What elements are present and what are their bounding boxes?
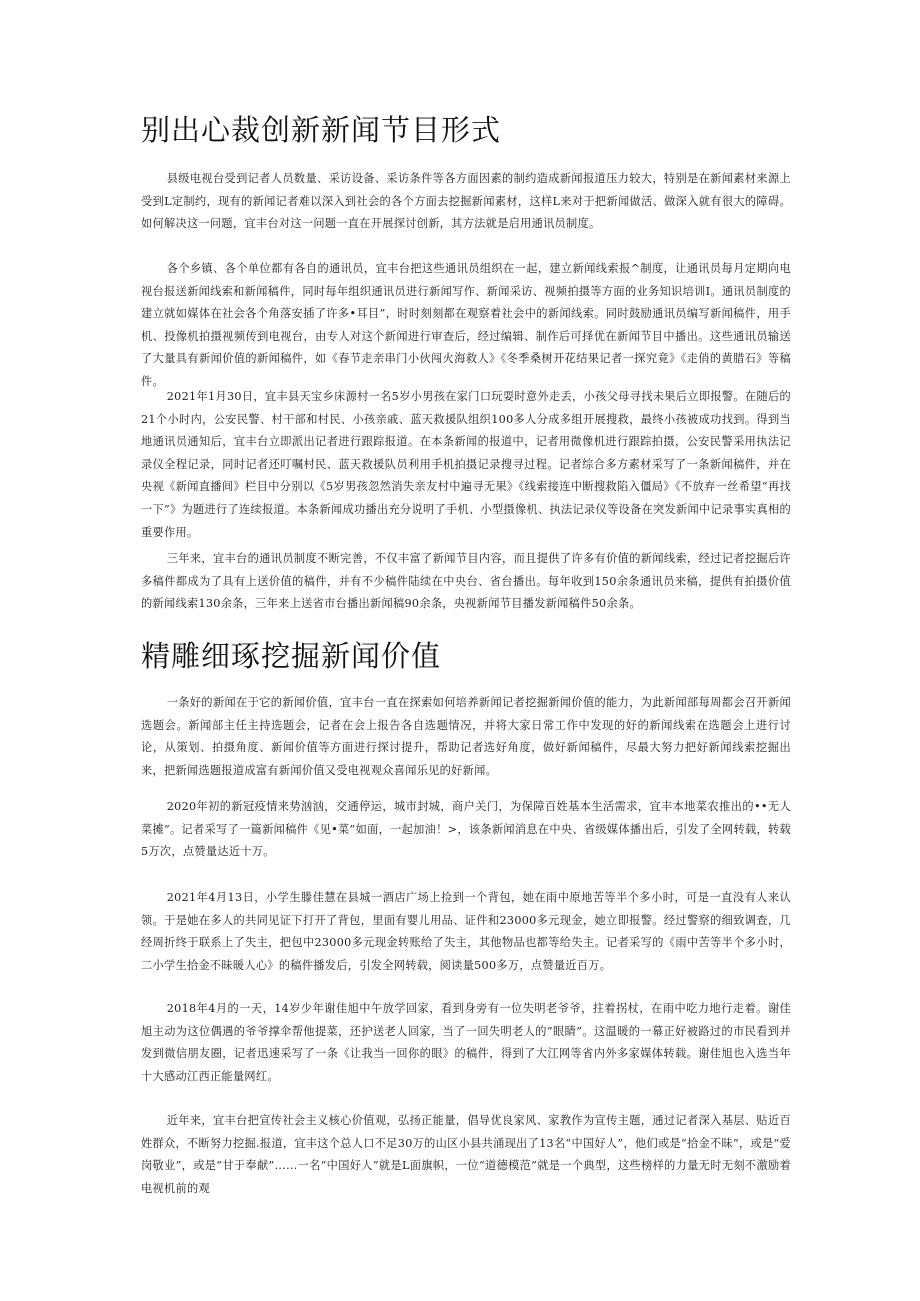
section-heading-innovation: 别出心裁创新新闻节目形式 [141, 113, 502, 147]
paragraph: 2018年4月的一天，14岁少年谢佳旭中午放学回家，看到身旁有一位失明老爷爷，拄着拐杖，在雨中吃力地行走着。谢佳旭主动为这位偶遇的爷爷撑伞帮他提菜，还护送老人回家，当了一回失明老人的”眼睛”。这温暖的一幕正好被路过的市民看到并发到微信朋友圈，记者迅速采写了一条《让我当一回你的眼》的稿件，得到了大江网等省内外多家媒体转载。谢佳旭也入选当年十大感动江西正能量网红。 [141, 1002, 791, 1083]
section-heading-news-value: 精雕细琢挖掘新闻价值 [141, 639, 442, 673]
paragraph: 2020年初的新冠疫情来势汹汹，交通停运，城市封城，商户关门，为保障百姓基本生活需求，宜丰本地菜农推出的••无人菜摊”。记者采写了一篇新闻稿件《见•菜”如面，一起加油！>，该条新闻消息在中央、省级媒体播出后，引发了全网转载，转载5万次，点赞量达近十万。 [141, 800, 791, 859]
paragraph: 县级电视台受到记者人员数量、采访设备、采访条件等各方面因素的制约造成新闻报道压力较大，特别是在新闻素材来源上受到L定制约，现有的新闻记者难以深入到社会的各个方面去挖掘新闻素材，这样L来对于把新闻做活、做深入就有很大的障碍。如何解决这一问题，宜丰台对这一问题一直在开展探讨创新，其方法就是启用通讯员制度。 [141, 172, 791, 231]
paragraph: 2021年4月13日，小学生滕佳慧在县城一酒店广场上捡到一个背包，她在雨中原地苦等半个多小时，可是一直没有人来认领。于是她在多人的共同见证下打开了背包，里面有婴儿用品、证件和23000多元现金，她立即报警。经过警察的细致调查，几经周折终于联系上了失主，把包中23000多元现金转账给了失主，其他物品也都等给失主。记者采写的《雨中苦等半个多小时，二小学生拾金不昧暖人心》的稿件播发后，引发全网转载，阅读量500多万，点赞量近百万。 [141, 891, 791, 972]
paragraph: 近年来，宜丰台把宣传社会主义核心价值观，弘扬正能量，倡导优良家风、家教作为宣传主题，通过记者深入基层、贴近百姓群众，不断努力挖掘.报道，宜丰这个总人口不足30万的山区小县共涌现出了13名“中国好人”，他们或是“拾金不昧”，或是“爱岗敬业”，或是“甘于奉献”……一名“中国好人”就是L面旗帜，一位“道德模范”就是一个典型，这些榜样的力量无时无刻不激励着电视机前的观 [141, 1114, 791, 1195]
paragraph: 一条好的新闻在于它的新闻价值，宜丰台一直在探索如何培养新闻记者挖掘新闻价值的能力，为此新闻部每周都会召开新闻选题会。新闻部主任主持选题会，记者在会上报告各自选题情况，并将大家日常工作中发现的好的新闻线索在选题会上进行讨论，从策划、拍摄角度、新闻价值等方面进行探讨提升，帮助记者选好角度，做好新闻稿件，尽最大努力把好新闻线索挖掘出来，把新闻选题报道成富有新闻价值又受电视观众喜闻乐见的好新闻。 [141, 696, 791, 777]
paragraph: 三年来，宜丰台的通讯员制度不断完善，不仅丰富了新闻节目内容，而且提供了许多有价值的新闻线索，经过记者挖掘后许多稿件都成为了具有上送价值的稿件，并有不少稿件陆续在中央台、省台播出。每年收到150余条通讯员来稿，提供有拍摄价值的新闻线索130余条，三年来上送省市台播出新闻稿90余条，央视新闻节目播发新闻稿件50余条。 [141, 552, 791, 611]
paragraph: 2021年1月30日，宜丰县天宝乡床源村一名5岁小男孩在家门口玩耍时意外走丢，小孩父母寻找未果后立即报警。在随后的21个小时内，公安民警、村干部和村民、小孩亲戚、蓝天救援队组织100多人分成多组开展搜救，最终小孩被成功找到。得到当地通讯员通知后，宜丰台立即派出记者进行跟踪报道。在本条新闻的报道中，记者用微像机进行跟踪拍摄，公安民警采用执法记录仪全程记录，同时记者还叮嘱村民、蓝天救援队员利用手机拍摄记录搜寻过程。记者综合多方素材采写了一条新闻稿件，并在央视《新闻直播间》栏目中分别以《5岁男孩忽然消失亲友村中遍寻无果》《线索接连中断搜救陷入僵局》《不放弃一丝希望“再找一下”》为题进行了连续报道。本条新闻成功播出充分说明了手机、小型摄像机、执法记录仪等设备在突发新闻中记录事实真相的重要作用。 [141, 390, 791, 539]
paragraph: 各个乡镇、各个单位都有各自的通讯员，宜丰台把这些通讯员组织在一起，建立新闻线索报^制度，让通讯员每月定期向电视台报送新闻线索和新闻稿件，同时每年组织通讯员进行新闻写作、新闻采访、视频拍摄等方面的业务知识培训Ⅰ。通讯员制度的建立就如媒体在社会各个角落安插了许多•耳目”，时时刻刻都在观察着社会中的新闻线索。同时鼓励通讯员编写新闻稿件，用手机、投像机拍摄视频传到电视台，由专人对这个新闻进行审查后，经过编辑、制作后可择优在新闻节目中播出。这些通讯员输送了大量具有新闻价值的新闻稿件，如《春节走亲串门小伙闯火海救人》《冬季桑树开花结果记者一探究竟》《走俏的黄腊石》等稿件。 [141, 262, 791, 388]
